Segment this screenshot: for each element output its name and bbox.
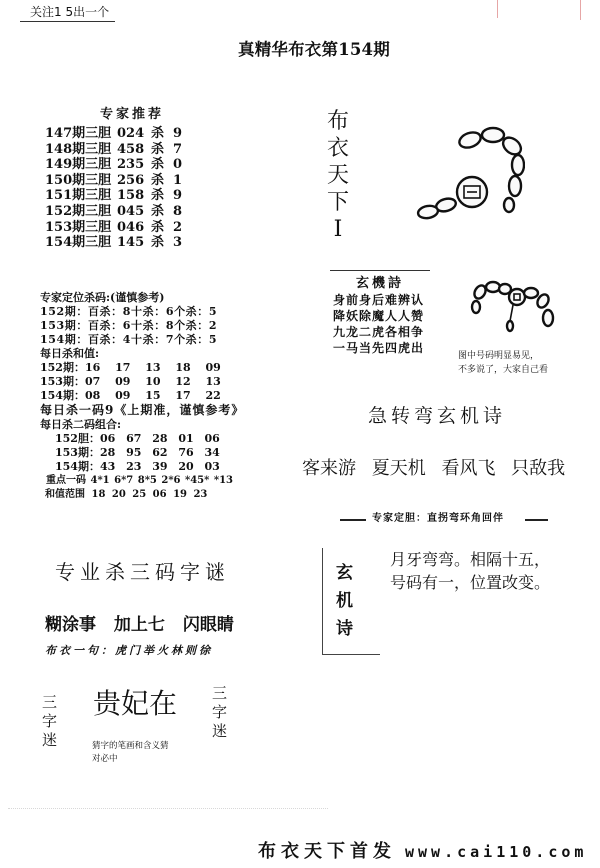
sum-kill-heading: 每日杀和值: xyxy=(40,347,100,360)
recommend-period: 154期三胆 xyxy=(45,235,112,251)
riddle-hint: 对必中 xyxy=(92,754,118,764)
bead xyxy=(504,198,514,212)
xuanji-vertical-title xyxy=(336,565,353,638)
vertical-char: 天 xyxy=(326,163,349,188)
recommend-numbers: 045 xyxy=(117,203,145,219)
mystic-poem xyxy=(333,292,424,356)
pendant-string xyxy=(510,305,513,321)
kill-two-row: 152胆：06 67 28 01 06 xyxy=(55,432,220,445)
recommend-numbers: 235 xyxy=(117,157,145,173)
recommend-period: 149期三胆 xyxy=(45,157,112,173)
poem-line: 降妖除魔人人赞 xyxy=(333,309,425,323)
dash-right xyxy=(525,519,548,521)
expert-pick: 专家定胆：直拐弯环角回伴 xyxy=(372,513,504,524)
recommend-numbers: 024 xyxy=(117,126,145,141)
riddle-tag-right xyxy=(212,686,227,739)
recommend-kill-label: 杀 xyxy=(151,157,165,173)
poem-line: 一马当先四虎出 xyxy=(333,341,425,355)
stats-block xyxy=(40,291,270,502)
recommend-kill-digit: 3 xyxy=(173,235,183,251)
riddle-tag-left xyxy=(42,695,57,748)
tag-char: 三 xyxy=(212,684,228,702)
bead xyxy=(524,288,538,298)
recommend-row xyxy=(45,204,185,220)
recommend-period: 151期三胆 xyxy=(45,188,112,204)
recommend-kill-digit: 9 xyxy=(173,188,183,204)
coin xyxy=(509,289,525,305)
sum-kill-row: 153期：07 09 10 12 13 xyxy=(40,375,221,388)
corner-mark xyxy=(580,0,581,20)
recommend-kill-digit: 9 xyxy=(173,126,183,141)
buyi-vertical-title xyxy=(325,111,351,241)
recommend-period: 147期三胆 xyxy=(45,126,112,141)
recommend-kill-digit: 2 xyxy=(173,219,183,235)
footer-url: www.cai110.com xyxy=(405,843,588,861)
recommend-period: 148期三胆 xyxy=(45,141,112,157)
recommend-row xyxy=(45,157,185,173)
bead xyxy=(417,204,439,219)
pendant-illustration xyxy=(470,278,555,333)
key-one-code: 重点一码 4*1 6*7 8*5 2*6 *45* *13 xyxy=(46,475,233,486)
recommend-row xyxy=(45,235,185,251)
bead xyxy=(507,321,513,331)
bead xyxy=(457,130,482,151)
riddle-saying: 布衣一句：虎门举火林则徐 xyxy=(45,644,213,657)
recommend-kill-label: 杀 xyxy=(151,203,165,219)
riddle-hint: 猜字的笔画和含义猜 xyxy=(92,741,169,751)
dotted-divider xyxy=(8,808,328,809)
illustration-note: 不多说了，大家自己看 xyxy=(458,365,549,375)
recommend-kill-digit: 1 xyxy=(173,172,183,188)
recommend-row xyxy=(45,173,185,189)
corner-mark xyxy=(497,0,498,18)
riddle-heading: 专业杀三码字谜 xyxy=(55,560,230,584)
recommend-kill-label: 杀 xyxy=(151,141,165,157)
footer-brand: 布衣天下首发 xyxy=(258,841,396,862)
page-title: 真精华布衣第154期 xyxy=(238,40,390,59)
recommend-kill-label: 杀 xyxy=(151,235,165,251)
vertical-char: 布 xyxy=(326,109,349,134)
bead xyxy=(509,176,521,196)
recommend-heading: 专家推荐 xyxy=(100,107,165,122)
position-kill-row: 152期：百杀：8十杀：6个杀：5 xyxy=(40,305,218,318)
recommend-row xyxy=(45,142,185,158)
vertical-char: I xyxy=(333,217,343,242)
recommend-kill-label: 杀 xyxy=(151,219,165,235)
recommend-period: 152期三胆 xyxy=(45,203,112,219)
tag-char: 三 xyxy=(42,693,58,711)
poem-line: 九龙二虎各相争 xyxy=(333,325,425,339)
recommend-numbers: 145 xyxy=(117,235,145,251)
bead xyxy=(472,301,480,313)
tag-char: 字 xyxy=(212,703,228,721)
riddle-main: 贵妃在 xyxy=(93,687,178,720)
kill-two-row: 154期：43 23 39 20 03 xyxy=(55,460,220,473)
vertical-char: 衣 xyxy=(326,136,349,161)
recommend-period: 150期三胆 xyxy=(45,172,112,188)
bead xyxy=(482,128,504,142)
vertical-char: 诗 xyxy=(336,619,353,639)
recommend-kill-digit: 7 xyxy=(173,141,183,157)
recommend-kill-label: 杀 xyxy=(151,126,165,141)
riddle-poem-heading: 急转弯玄机诗 xyxy=(368,405,507,427)
recommend-table xyxy=(45,126,185,251)
position-kill-row: 153期：百杀：6十杀：8个杀：2 xyxy=(40,319,218,332)
riddle-line: 糊涂事 加上七 闪眼睛 xyxy=(45,615,234,635)
position-kill-row: 154期：百杀：4十杀：7个杀：5 xyxy=(40,333,218,346)
top-note: 关注1 5出一个 xyxy=(20,6,115,22)
kill-one-code: 每日杀一码9《上期准，谨慎参考》 xyxy=(40,403,245,417)
tag-char: 迷 xyxy=(42,731,58,749)
sum-kill-row: 152期：16 17 13 18 09 xyxy=(40,361,221,374)
recommend-kill-digit: 0 xyxy=(173,157,183,173)
position-kill-heading: 专家定位杀码:(谨慎参考) xyxy=(40,291,165,304)
sum-range: 和值范围 18 20 25 06 19 23 xyxy=(45,489,208,500)
tag-char: 迷 xyxy=(212,722,228,740)
bead xyxy=(512,155,524,175)
kill-two-heading: 每日杀二码组合: xyxy=(40,418,122,431)
recommend-row xyxy=(45,126,185,142)
vertical-char: 玄 xyxy=(336,563,353,583)
bead-chain-illustration xyxy=(415,125,525,225)
kill-two-row: 153期：28 95 62 76 34 xyxy=(55,446,220,459)
tag-char: 字 xyxy=(42,712,58,730)
xuanji-line: 月牙弯弯。相隔十五， xyxy=(390,550,551,569)
recommend-numbers: 158 xyxy=(117,188,145,204)
recommend-kill-label: 杀 xyxy=(151,188,165,204)
mystic-poem-heading: 玄機詩 xyxy=(330,270,430,290)
recommend-numbers: 046 xyxy=(117,219,145,235)
dash-left xyxy=(340,519,366,521)
bead xyxy=(486,282,500,292)
sum-kill-row: 154期：08 09 15 17 22 xyxy=(40,389,221,402)
recommend-kill-label: 杀 xyxy=(151,172,165,188)
xuanji-line: 号码有一，位置改变。 xyxy=(390,573,551,592)
vertical-char: 下 xyxy=(326,190,349,215)
poem-line: 身前身后难辨认 xyxy=(333,293,425,307)
recommend-period: 153期三胆 xyxy=(45,219,112,235)
recommend-kill-digit: 8 xyxy=(173,203,183,219)
recommend-numbers: 458 xyxy=(117,141,145,157)
recommend-numbers: 256 xyxy=(117,172,145,188)
vertical-char: 机 xyxy=(336,591,353,611)
bead xyxy=(543,310,553,326)
recommend-row xyxy=(45,220,185,236)
riddle-poem-line: 客来游 夏天机 看风飞 只敌我 xyxy=(302,458,566,479)
recommend-row xyxy=(45,188,185,204)
illustration-note: 图中号码明显易见， xyxy=(458,351,540,361)
